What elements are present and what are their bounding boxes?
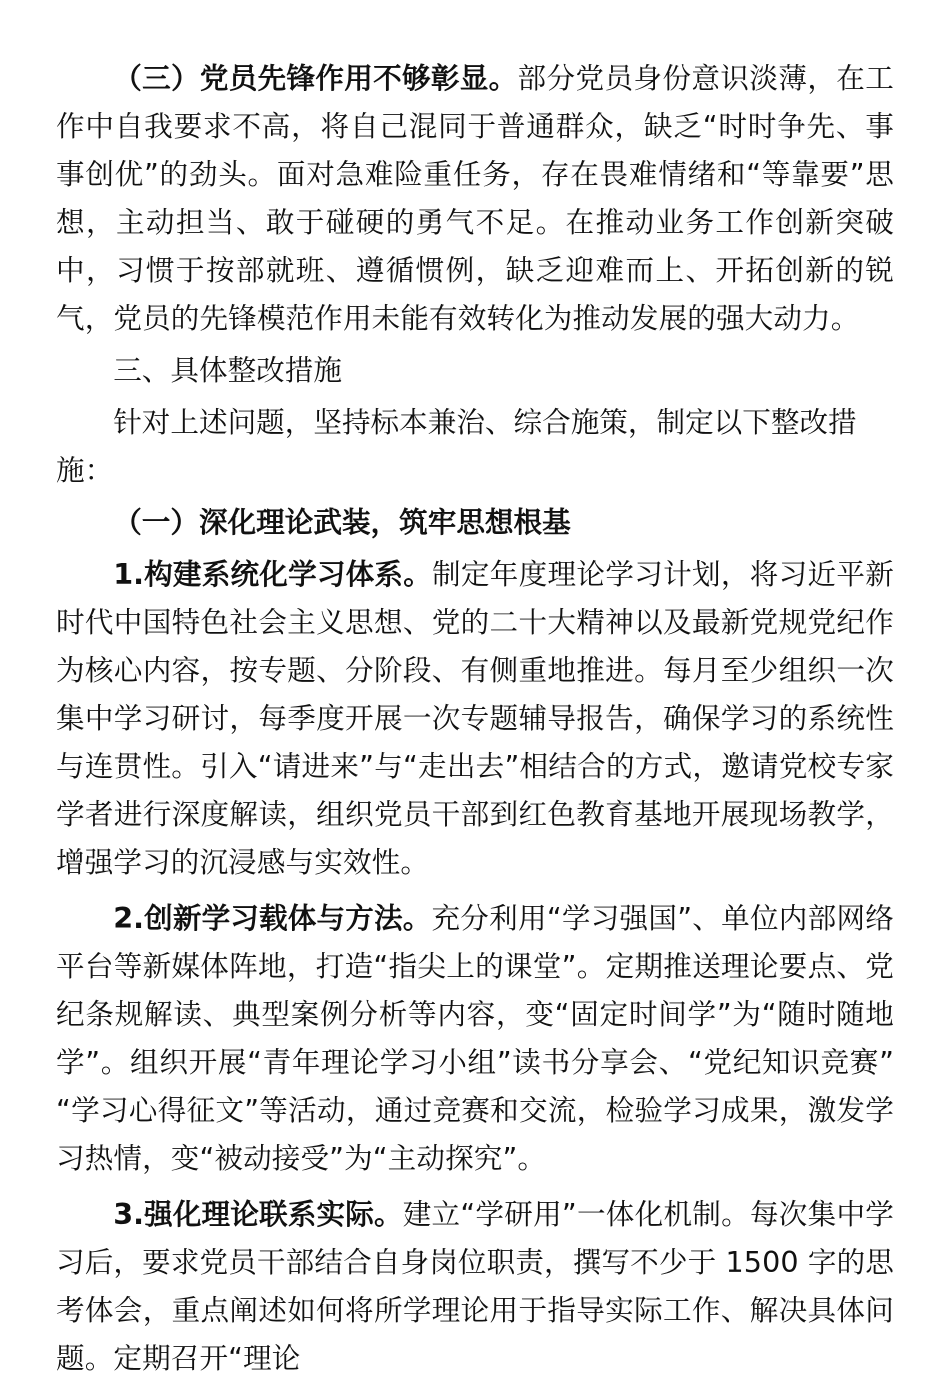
- item-2-lead-heading: 2.创新学习载体与方法。: [113, 901, 432, 935]
- paragraph-party-member-vanguard: [56, 54, 894, 342]
- item-1-body-text: 制定年度理论学习计划，将习近平新时代中国特色社会主义思想、党的二十大精神以及最新党规党纪作为核心内容，按专题、分阶段、有侧重地推进。每月至少组织一次集中学习研讨，每季度开展一次专题辅导报告，确保学习的系统性与连贯性。引入“请进来”与“走出去”相结合的方式，邀请党校专家学者进行深度解读，组织党员干部到红色教育基地开展现场教学，增强学习的沉浸感与实效性。: [56, 557, 894, 879]
- paragraph-item-1-systematic-learning: [56, 550, 894, 886]
- paragraph-item-2-learning-carriers: [56, 894, 894, 1182]
- spacer: [56, 886, 894, 894]
- paragraph-body-text: 部分党员身份意识淡薄，在工作中自我要求不高，将自己混同于普通群众，缺乏“时时争先、事事创优”的劲头。面对急难险重任务，存在畏难情绪和“等靠要”思想，主动担当、敢于碰硬的勇气不足。在推动业务工作创新突破中，习惯于按部就班、遵循惯例，缺乏迎难而上、开拓创新的锐气，党员的先锋模范作用未能有效转化为推动发展的强大动力。: [56, 61, 894, 335]
- document-body: [56, 54, 894, 1382]
- spacer: [56, 1182, 894, 1190]
- section-heading-specific-measures: 三、具体整改措施: [113, 353, 342, 387]
- paragraph-measures-intro: 针对上述问题，坚持标本兼治、综合施策，制定以下整改措施：: [56, 405, 857, 487]
- paragraph-lead-heading: （三）党员先锋作用不够彰显。: [113, 61, 518, 95]
- subheading-deepen-theory: （一）深化理论武装，筑牢思想根基: [113, 505, 571, 539]
- item-1-lead-heading: 1.构建系统化学习体系。: [113, 557, 432, 591]
- item-3-body-text: 建立“学研用”一体化机制。每次集中学习后，要求党员干部结合自身岗位职责，撰写不少于 1500 字的思考体会，重点阐述如何将所学理论用于指导实际工作、解决具体问题。定期召开“理论: [56, 1197, 894, 1375]
- item-3-lead-heading: 3.强化理论联系实际。: [113, 1197, 403, 1231]
- item-2-body-text: 充分利用“学习强国”、单位内部网络平台等新媒体阵地，打造“指尖上的课堂”。定期推送理论要点、党纪条规解读、典型案例分析等内容，变“固定时间学”为“随时随地学”。组织开展“青年理论学习小组”读书分享会、“党纪知识竞赛”“学习心得征文”等活动，通过竞赛和交流，检验学习成果，激发学习热情，变“被动接受”为“主动探究”。: [56, 901, 894, 1175]
- paragraph-item-3-theory-practice: [56, 1190, 894, 1382]
